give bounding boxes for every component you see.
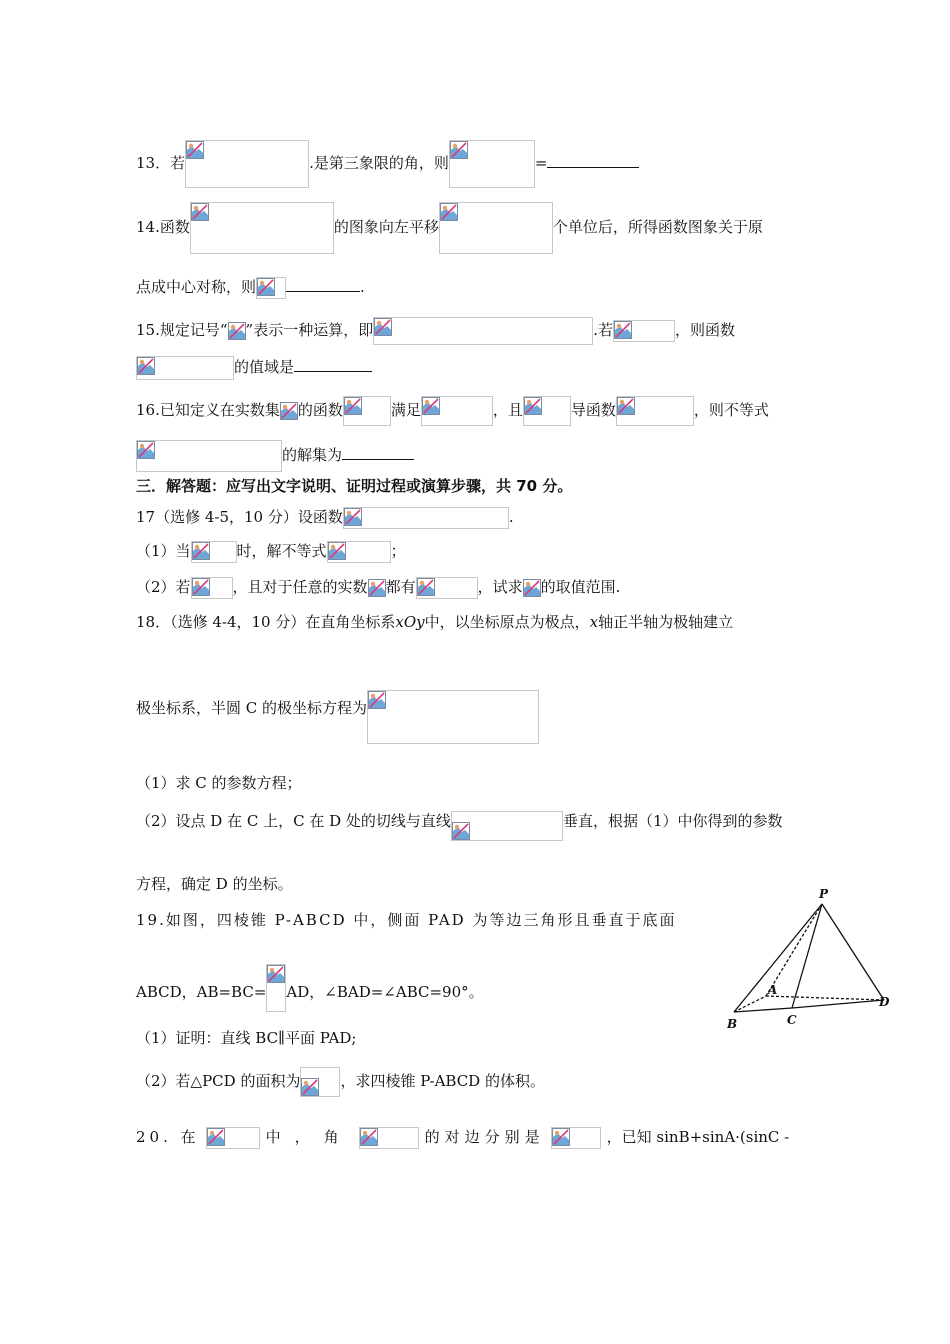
broken-image-icon	[360, 1128, 378, 1146]
broken-image-icon	[614, 321, 632, 339]
answer-blank	[286, 291, 360, 292]
question-19: 19.如图，四棱锥 P-ABCD 中，侧面 PAD 为等边三角形且垂直于底面	[136, 911, 677, 929]
formula-image	[451, 811, 563, 841]
answer-blank	[342, 459, 414, 460]
formula-image	[256, 277, 286, 299]
question-19-part1: （1）证明：直线 BC∥平面 PAD;	[136, 1029, 357, 1047]
broken-image-icon	[452, 822, 470, 840]
formula-image	[266, 964, 286, 1012]
broken-image-icon	[137, 441, 155, 459]
label-C: C	[787, 1013, 797, 1027]
edge-PC	[792, 904, 822, 1008]
formula-image	[439, 202, 553, 254]
edge-PD	[822, 904, 884, 1000]
formula-image	[373, 317, 593, 345]
broken-image-icon	[186, 141, 204, 159]
label-B: B	[727, 1017, 738, 1031]
formula-image	[327, 541, 391, 563]
broken-image-icon	[344, 397, 362, 415]
question-18-part2: （2）设点 D 在 C 上，C 在 D 处的切线与直线 垂直，根据（1）中你得到的参数	[136, 811, 782, 841]
formula-image	[136, 356, 234, 380]
answer-blank	[547, 167, 639, 168]
edge-BC	[734, 1008, 792, 1012]
broken-image-icon	[422, 397, 440, 415]
broken-image-icon	[191, 203, 209, 221]
question-13: 13．若 .是第三象限的角，则 =	[136, 140, 639, 188]
edge-AD	[766, 996, 884, 1000]
formula-image	[300, 1067, 340, 1097]
formula-image	[343, 396, 391, 426]
question-17: 17（选修 4-5，10 分）设函数 .	[136, 507, 514, 529]
question-18-part1: （1）求 C 的参数方程；	[136, 774, 302, 792]
question-18-line3: 方程，确定 D 的坐标。	[136, 875, 293, 893]
question-17-part2: （2）若 ，且对于任意的实数 都有 ，试求 的取值范围.	[136, 577, 620, 599]
formula-image	[523, 396, 571, 426]
broken-image-icon	[344, 508, 362, 526]
formula-image	[190, 202, 334, 254]
broken-image-icon	[523, 579, 541, 597]
broken-image-icon	[280, 402, 298, 420]
broken-image-icon	[450, 141, 468, 159]
broken-image-icon	[301, 1078, 319, 1096]
broken-image-icon	[368, 579, 386, 597]
question-16: 16.已知定义在实数集 的函数 满足 ，且 导函数 ，则不等式	[136, 396, 769, 426]
formula-image	[206, 1127, 260, 1149]
question-15-line2: 的值域是	[136, 356, 372, 380]
formula-image	[449, 140, 535, 188]
formula-image	[191, 541, 237, 563]
question-19-line2: ABCD，AB=BC= AD，∠BAD=∠ABC=90°。	[136, 982, 484, 1012]
broken-image-icon	[267, 965, 285, 983]
broken-image-icon	[192, 578, 210, 596]
broken-image-icon	[257, 278, 275, 296]
question-18: 18．（选修 4-4，10 分）在直角坐标系xOy中，以坐标原点为极点，x轴正半轴为极轴建立	[136, 613, 734, 631]
broken-image-icon	[617, 397, 635, 415]
formula-image	[367, 690, 539, 744]
broken-image-icon	[328, 542, 346, 560]
formula-image	[551, 1127, 601, 1149]
section-heading: 三．解答题：应写出文字说明、证明过程或演算步骤，共 70 分。	[136, 477, 573, 495]
formula-image	[359, 1127, 419, 1149]
broken-image-icon	[552, 1128, 570, 1146]
broken-image-icon	[417, 578, 435, 596]
formula-image	[613, 320, 675, 342]
question-20: 20. 在 中，角 的对边分别是 ，已知 sinB+sinA·(sinC -	[136, 1127, 789, 1149]
question-16-line2: 的解集为	[136, 440, 414, 472]
question-18-line2: 极坐标系，半圆 C 的极坐标方程为	[136, 698, 539, 744]
broken-image-icon	[137, 357, 155, 375]
pyramid-figure	[722, 884, 894, 1034]
broken-image-icon	[440, 203, 458, 221]
label-P: P	[819, 887, 829, 901]
broken-image-icon	[368, 691, 386, 709]
broken-image-icon	[207, 1128, 225, 1146]
formula-image	[191, 577, 233, 599]
question-19-part2: （2）若△PCD 的面积为 ，求四棱锥 P-ABCD 的体积。	[136, 1067, 545, 1097]
formula-image	[416, 577, 478, 599]
answer-blank	[294, 371, 372, 372]
question-14: 14.函数 的图象向左平移 个单位后，所得函数图象关于原	[136, 202, 763, 254]
formula-image	[185, 140, 309, 188]
formula-image	[616, 396, 694, 426]
label-D: D	[879, 995, 890, 1009]
formula-image	[136, 440, 282, 472]
broken-image-icon	[192, 542, 210, 560]
question-14-line2: 点成中心对称，则 .	[136, 277, 365, 299]
broken-image-icon	[374, 318, 392, 336]
formula-image	[421, 396, 493, 426]
question-15: 15.规定记号“ ”表示一种运算，即 .若 ，则函数	[136, 317, 735, 345]
edge-CD	[792, 1000, 884, 1008]
broken-image-icon	[524, 397, 542, 415]
broken-image-icon	[228, 322, 246, 340]
formula-image	[343, 507, 509, 529]
question-17-part1: （1）当 时，解不等式 ；	[136, 541, 406, 563]
label-A: A	[768, 983, 778, 997]
